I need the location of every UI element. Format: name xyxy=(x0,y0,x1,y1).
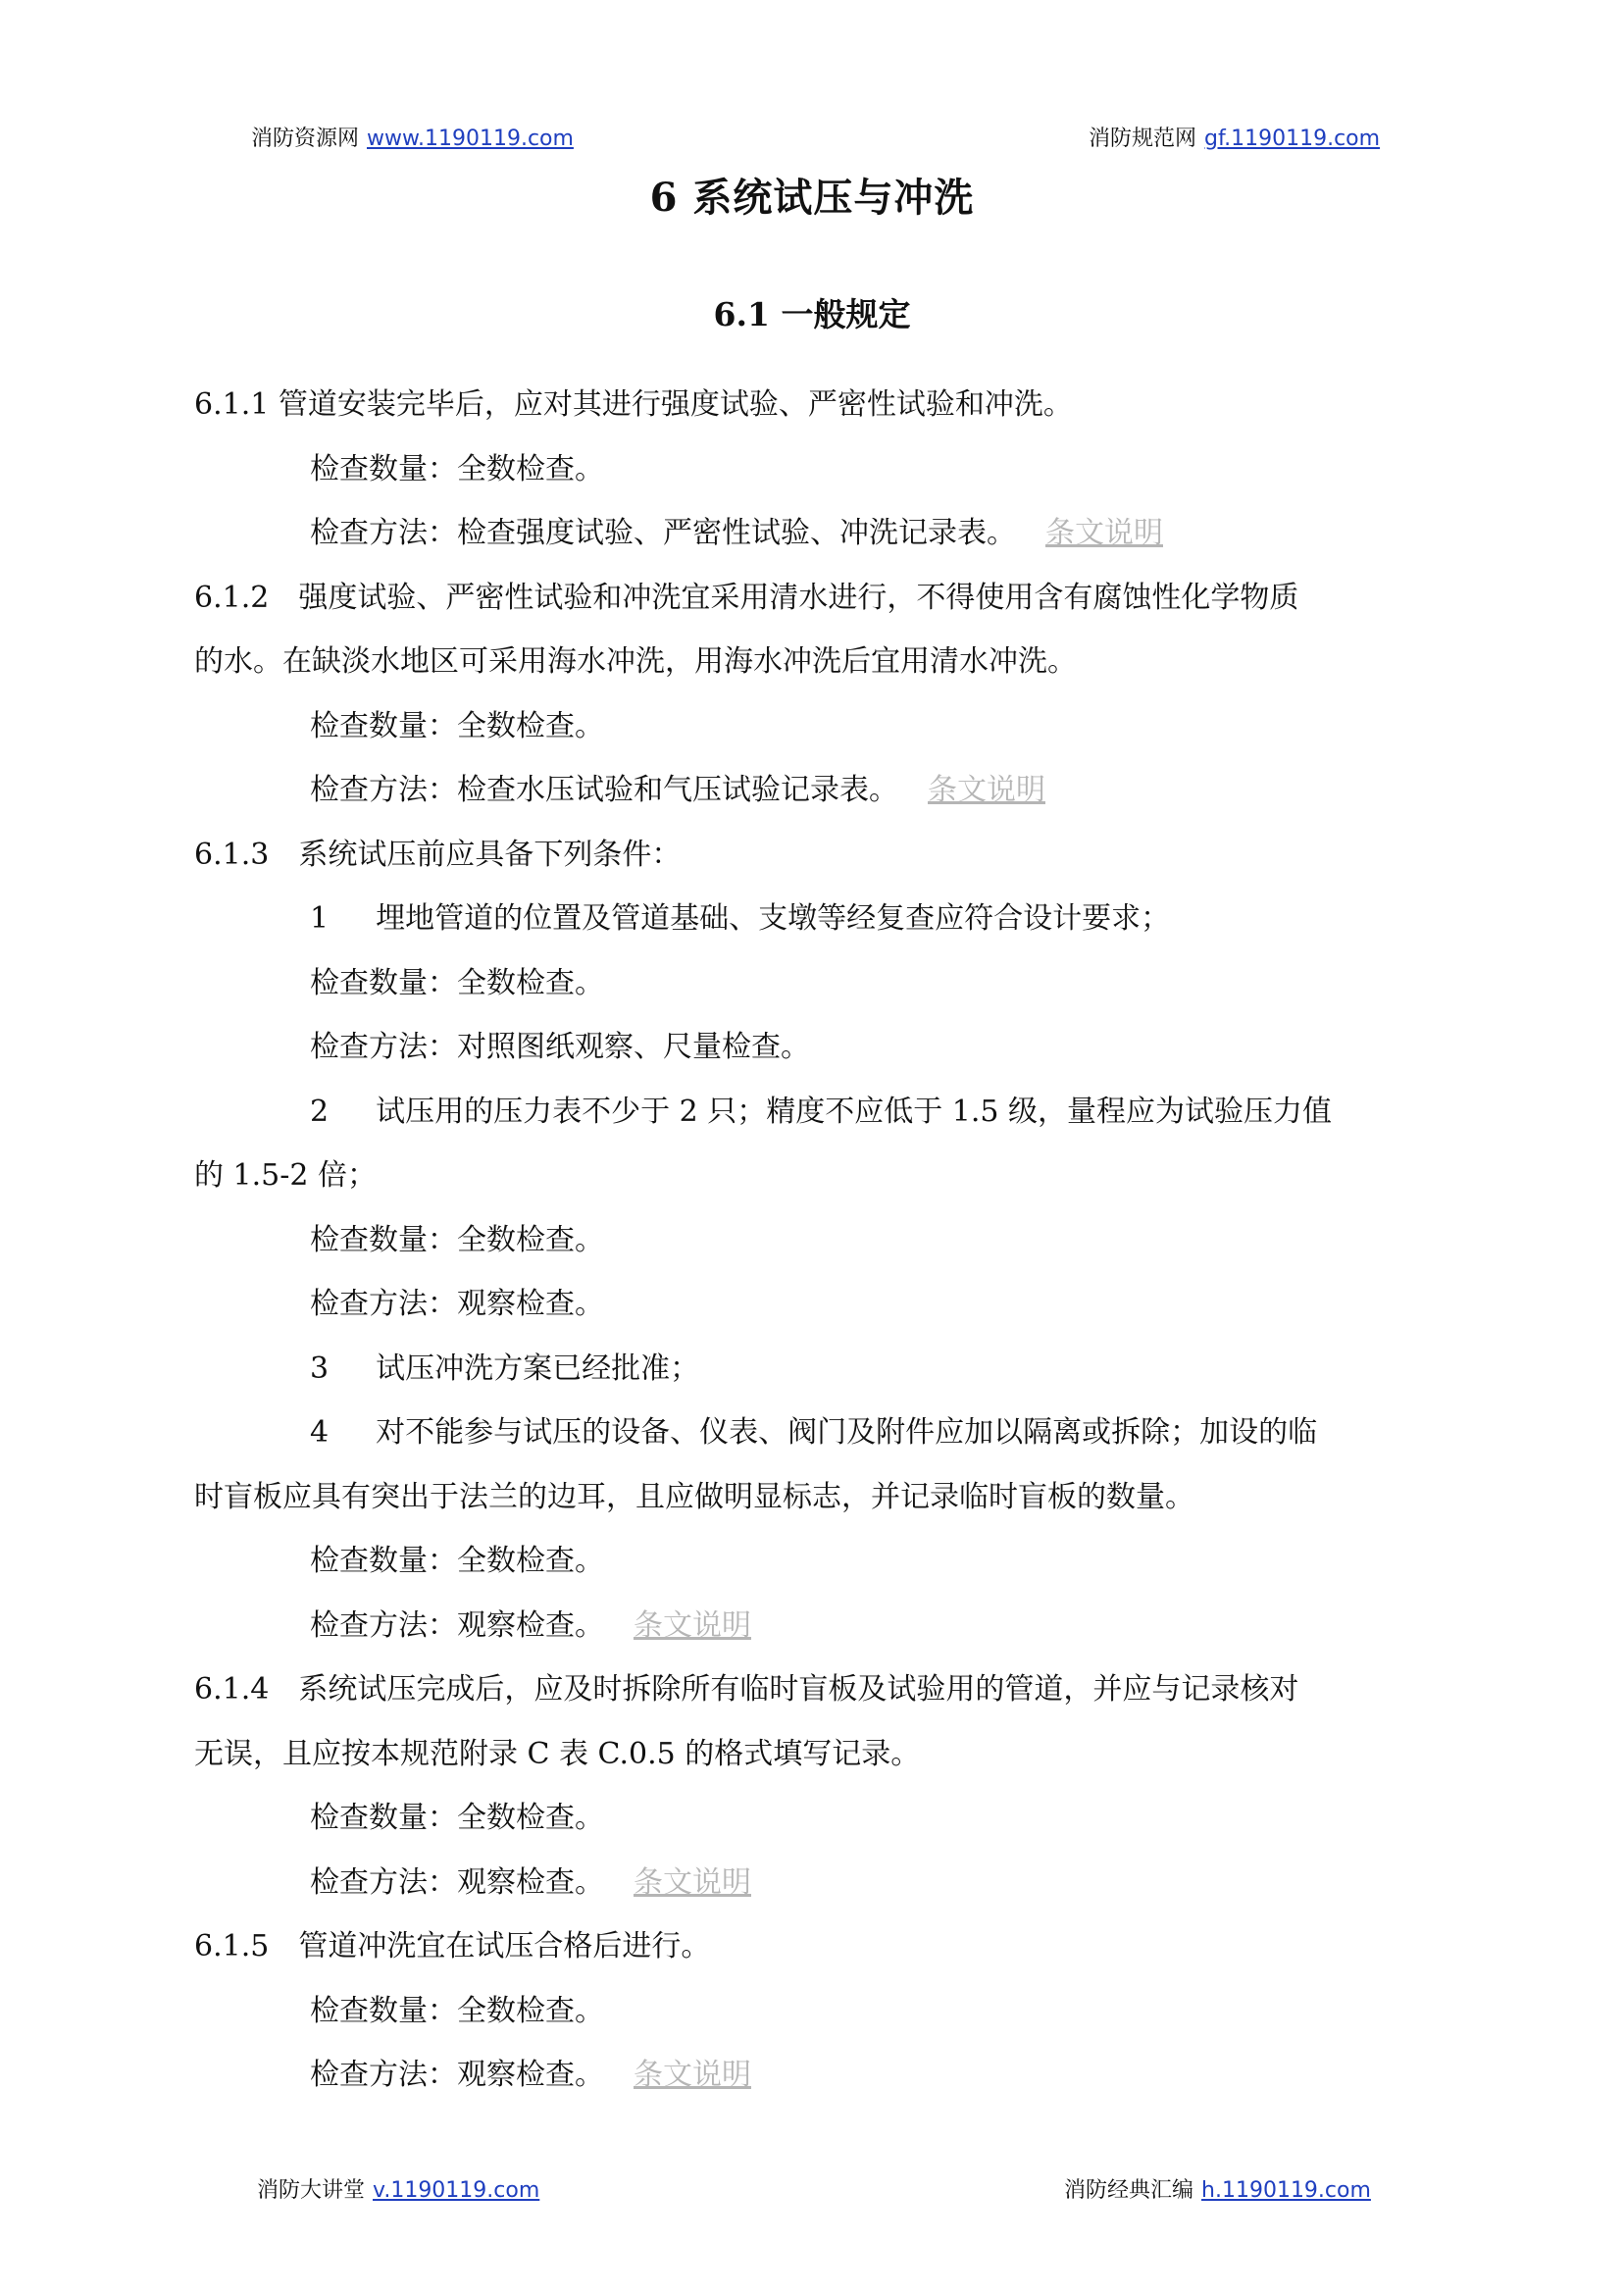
clause-6-1-2 xyxy=(194,566,1440,631)
inspection-method-text: 检查方法：观察检查。 xyxy=(310,1607,604,1643)
clause-6-1-1 xyxy=(194,373,1440,437)
footer-right-label: 消防经典汇编 xyxy=(1064,2178,1194,2203)
clause-text: 强度试验、严密性试验和冲洗宜采用清水进行，不得使用含有腐蚀性化学物质 xyxy=(298,580,1299,615)
clause-text: 系统试压前应具备下列条件： xyxy=(298,837,682,872)
inspection-quantity: 检查数量：全数检查。 xyxy=(310,708,604,743)
item-text-continued: 的 1.5-2 倍； xyxy=(194,1158,378,1193)
footer-right-link[interactable]: h.1190119.com xyxy=(1201,2178,1371,2203)
header-right-label: 消防规范网 xyxy=(1089,127,1197,151)
item-number: 2 xyxy=(310,1094,330,1129)
clause-note-link[interactable]: 条文说明 xyxy=(634,1607,751,1643)
footer-left xyxy=(257,2173,539,2204)
clause-6-1-5 xyxy=(194,1914,1440,1979)
footer-right xyxy=(1064,2173,1371,2204)
header-left-link[interactable]: www.1190119.com xyxy=(367,127,574,151)
document-body xyxy=(194,373,1440,2108)
inspection-quantity: 检查数量：全数检查。 xyxy=(310,1544,604,1578)
item-text: 试压用的压力表不少于 2 只；精度不应低于 1.5 级，量程应为试验压力值 xyxy=(376,1094,1333,1129)
clause-note-link[interactable]: 条文说明 xyxy=(1045,516,1163,550)
footer-left-label: 消防大讲堂 xyxy=(257,2178,366,2203)
inspection-quantity: 检查数量：全数检查。 xyxy=(310,1801,604,1835)
list-item-2 xyxy=(194,1080,1440,1145)
clause-text: 管道冲洗宜在试压合格后进行。 xyxy=(298,1929,711,1963)
inspection-method: 检查方法：观察检查。 xyxy=(310,1287,604,1321)
inspection-method xyxy=(194,2043,1440,2108)
clause-text: 系统试压完成后，应及时拆除所有临时盲板及试验用的管道，并应与记录核对 xyxy=(298,1672,1299,1707)
clause-6-1-4 xyxy=(194,1657,1440,1722)
header-left xyxy=(251,122,574,152)
inspection-quantity: 检查数量：全数检查。 xyxy=(310,1993,604,2028)
clause-note-link[interactable]: 条文说明 xyxy=(928,773,1045,807)
clause-number: 6.1.1 xyxy=(194,387,270,422)
item-number: 1 xyxy=(310,901,330,936)
inspection-method-text: 检查方法：检查强度试验、严密性试验、冲洗记录表。 xyxy=(310,516,1016,550)
clause-text-continued: 的水。在缺淡水地区可采用海水冲洗，用海水冲洗后宜用清水冲洗。 xyxy=(194,644,1077,679)
clause-number: 6.1.5 xyxy=(194,1929,270,1963)
footer-left-link[interactable]: v.1190119.com xyxy=(373,2178,540,2203)
item-text: 对不能参与试压的设备、仪表、阀门及附件应加以隔离或拆除；加设的临 xyxy=(376,1415,1318,1450)
clause-number: 6.1.3 xyxy=(194,837,270,872)
item-text: 埋地管道的位置及管道基础、支墩等经复查应符合设计要求； xyxy=(376,901,1171,936)
inspection-method-text: 检查方法：观察检查。 xyxy=(310,1864,604,1900)
clause-text-continued: 无误，且应按本规范附录 C 表 C.0.5 的格式填写记录。 xyxy=(194,1736,921,1771)
inspection-quantity: 检查数量：全数检查。 xyxy=(310,965,604,1000)
item-text: 试压冲洗方案已经批准； xyxy=(376,1351,700,1386)
inspection-quantity: 检查数量：全数检查。 xyxy=(310,1222,604,1257)
clause-number: 6.1.4 xyxy=(194,1672,270,1707)
header-left-label: 消防资源网 xyxy=(251,127,360,151)
list-item-1 xyxy=(194,887,1440,951)
clause-text: 管道安装完毕后，应对其进行强度试验、严密性试验和冲洗。 xyxy=(278,387,1073,422)
inspection-method: 检查方法：对照图纸观察、尺量检查。 xyxy=(310,1030,810,1064)
inspection-method xyxy=(194,501,1440,566)
item-text-continued: 时盲板应具有突出于法兰的边耳，且应做明显标志，并记录临时盲板的数量。 xyxy=(194,1479,1194,1514)
inspection-method xyxy=(194,1594,1440,1658)
inspection-method-text: 检查方法：观察检查。 xyxy=(310,2058,604,2092)
header-right xyxy=(1089,122,1380,152)
item-number: 3 xyxy=(310,1351,330,1386)
clause-number: 6.1.2 xyxy=(194,580,270,615)
list-item-4 xyxy=(194,1401,1440,1465)
clause-6-1-3 xyxy=(194,823,1440,888)
inspection-quantity: 检查数量：全数检查。 xyxy=(310,451,604,486)
inspection-method-text: 检查方法：检查水压试验和气压试验记录表。 xyxy=(310,773,898,807)
inspection-method xyxy=(194,758,1440,823)
section-title: 6.1 一般规定 xyxy=(713,295,911,333)
chapter-title: 6 系统试压与冲洗 xyxy=(649,175,975,221)
header-right-link[interactable]: gf.1190119.com xyxy=(1204,127,1381,151)
clause-note-link[interactable]: 条文说明 xyxy=(634,2058,751,2092)
item-number: 4 xyxy=(310,1415,330,1450)
inspection-method xyxy=(194,1851,1440,1915)
list-item-3 xyxy=(194,1337,1440,1402)
clause-note-link[interactable]: 条文说明 xyxy=(634,1864,751,1900)
